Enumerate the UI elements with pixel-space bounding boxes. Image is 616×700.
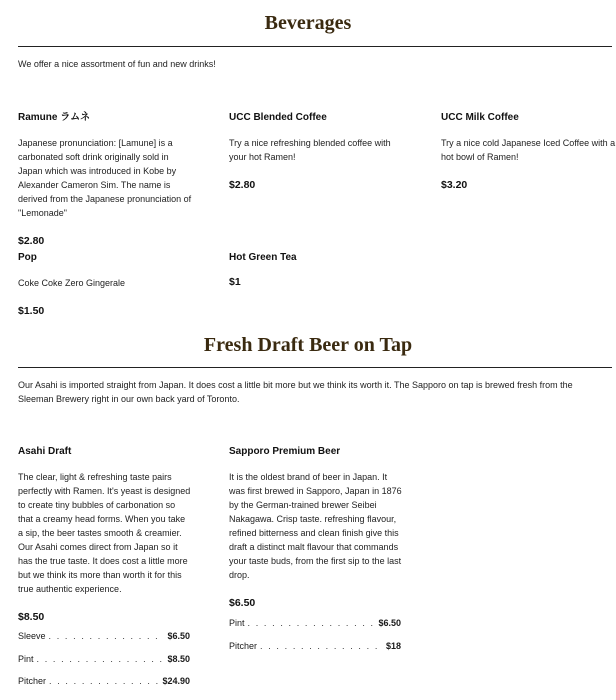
size-label: Pint <box>18 653 34 664</box>
menu-item-ramune <box>18 112 194 247</box>
asahi-size-list <box>18 631 190 699</box>
menu-item-ucc-blended-coffee <box>229 112 405 191</box>
leader-dots <box>49 631 165 641</box>
beverages-title: Beverages <box>264 12 352 34</box>
item-price: $6.50 <box>229 597 256 609</box>
item-name: Asahi Draft <box>18 446 72 457</box>
size-row <box>18 676 190 699</box>
menu-item-ucc-milk-coffee <box>441 112 616 191</box>
beverages-divider <box>18 46 612 47</box>
item-description: Japanese pronunciation: [Lamune] is a carbonated soft drink originally sold in Japan which was introduced in Kobe by Alexander Cameron Sim. The name is derived from the Japanese pronunciation of "Lemonade" <box>18 138 192 218</box>
item-name: Sapporo Premium Beer <box>229 446 341 457</box>
size-price: $24.90 <box>162 676 190 686</box>
size-label: Sleeve <box>18 631 46 641</box>
size-label: Pitcher <box>229 640 258 651</box>
item-description: Try a nice cold Japanese Iced Coffee with a hot bowl of Ramen! <box>441 138 616 162</box>
item-price: $2.80 <box>229 179 256 191</box>
beer-divider <box>18 367 612 368</box>
size-price: $18 <box>385 640 401 651</box>
size-row <box>229 618 401 641</box>
beverages-intro: We offer a nice assortment of fun and new drinks! <box>18 59 216 69</box>
item-price: $1.50 <box>18 305 45 317</box>
item-description: The clear, light & refreshing taste pairs perfectly with Ramen. It's yeast is designed to create tiny bubbles of carbonation so that a creamy head forms. When you take a sip, the beer tastes smooth & creamier. Our Asahi comes direct from Japan so it has the true taste. It does cost a little more but we think its more than worth it for this true authentic experience. <box>18 472 191 594</box>
menu-item-hot-green-tea <box>229 252 405 288</box>
size-price: $8.50 <box>167 653 190 664</box>
size-label: Pint <box>229 618 245 628</box>
item-price: $3.20 <box>441 179 468 191</box>
item-price: $1 <box>229 276 241 288</box>
leader-dots <box>37 654 165 664</box>
item-name: Pop <box>18 252 37 263</box>
item-description: It is the oldest brand of beer in Japan. It was first brewed in Sapporo, Japan in 1876 by the German-trained brewer Seibei Nakagawa. Crisp taste. refreshing flavour, refined bitterness and clean finish give this draft a distinct malt flavour that commands your taste buds, from the first sip to the last drop. <box>229 472 402 580</box>
menu-item-pop <box>18 252 194 317</box>
beer-title: Fresh Draft Beer on Tap <box>203 334 413 356</box>
sapporo-size-list <box>229 618 401 663</box>
size-label: Pitcher <box>18 676 47 686</box>
size-row <box>18 654 190 677</box>
item-name: Hot Green Tea <box>229 252 297 263</box>
size-price: $6.50 <box>378 618 401 628</box>
leader-dots <box>248 618 376 628</box>
item-name: UCC Milk Coffee <box>441 112 519 123</box>
item-description: Try a nice refreshing blended coffee with your hot Ramen! <box>229 138 391 162</box>
menu-item-asahi-draft <box>18 446 192 623</box>
beer-intro: Our Asahi is imported straight from Japan. It does cost a little bit more but we think its worth it. The Sapporo on tap is brewed fresh from the Sleeman Brewery right in our own back yard of Toronto. <box>18 380 573 404</box>
leader-dots <box>49 676 159 686</box>
size-row <box>18 631 190 654</box>
item-name: UCC Blended Coffee <box>229 112 327 123</box>
item-price: $2.80 <box>18 235 45 247</box>
item-name: Ramune ラムネ <box>18 112 91 123</box>
item-description: Coke Coke Zero Gingerale <box>18 278 126 288</box>
menu-item-sapporo-premium <box>229 446 405 609</box>
size-price: $6.50 <box>167 631 190 641</box>
leader-dots <box>260 641 383 651</box>
size-row <box>229 641 401 664</box>
item-price: $8.50 <box>18 611 45 623</box>
